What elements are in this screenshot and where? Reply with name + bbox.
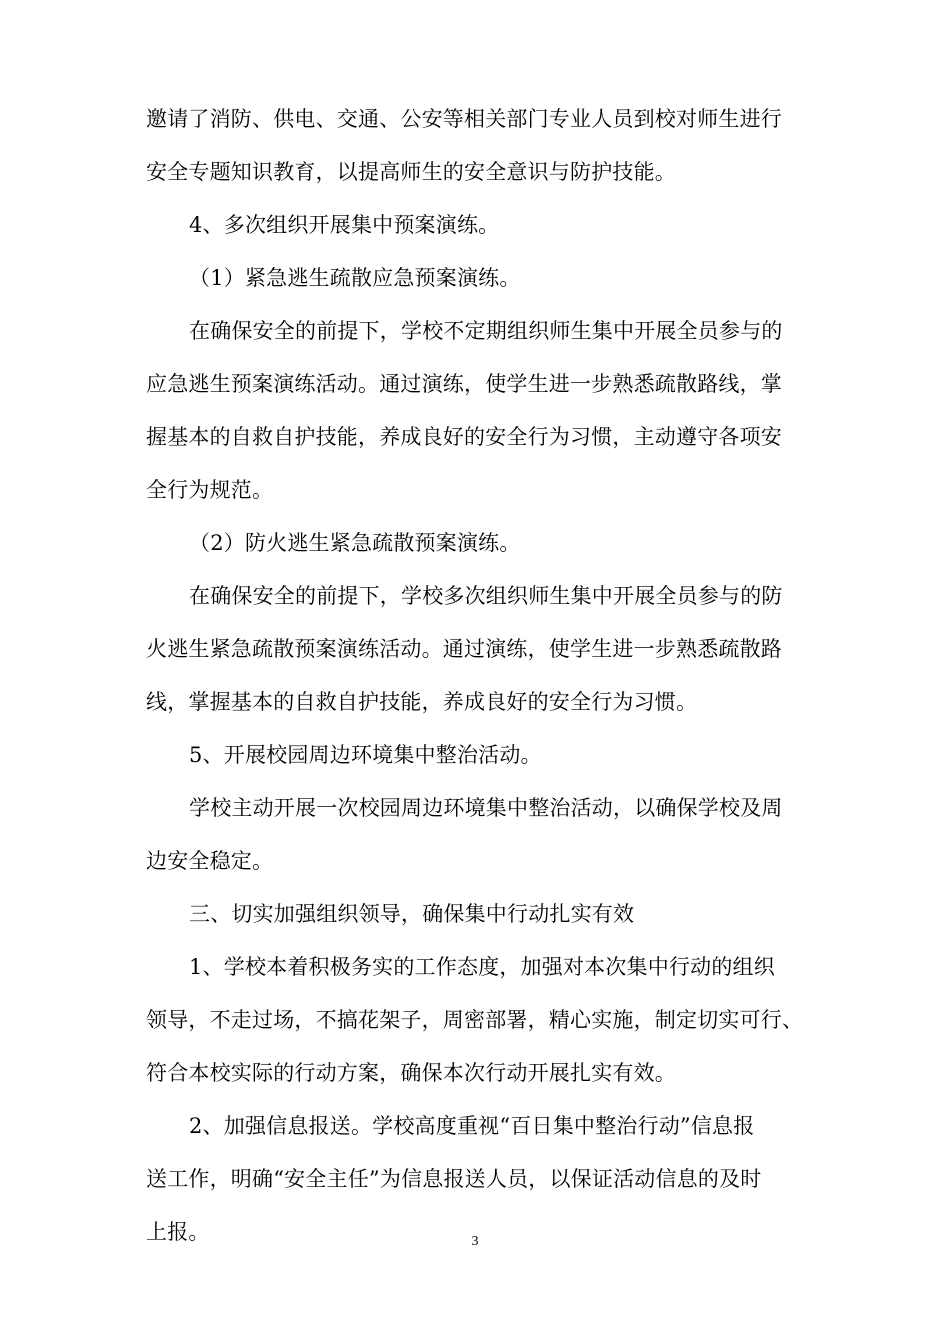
body-text-line: 领导，不走过场，不搞花架子，周密部署，精心实施，制定切实可行、: [146, 1008, 804, 1032]
body-text-line: 送工作，明确“安全主任”为信息报送人员，以保证活动信息的及时: [146, 1167, 762, 1191]
body-text-line: 火逃生紧急疏散预案演练活动。通过演练，使学生进一步熟悉疏散路: [146, 637, 782, 661]
subsection-heading: （2）防火逃生紧急疏散预案演练。: [189, 531, 521, 555]
section-heading: 三、切实加强组织领导，确保集中行动扎实有效: [189, 902, 635, 926]
page-number: 3: [471, 1234, 479, 1249]
body-text-line: 安全专题知识教育，以提高师生的安全意识与防护技能。: [146, 160, 676, 184]
body-text-line: 2、加强信息报送。学校高度重视“百日集中整治行动”信息报: [189, 1114, 755, 1138]
body-text-line: 在确保安全的前提下，学校多次组织师生集中开展全员参与的防: [189, 584, 783, 608]
body-text-line: 1、学校本着积极务实的工作态度，加强对本次集中行动的组织: [189, 955, 775, 979]
subsection-heading: （1）紧急逃生疏散应急预案演练。: [189, 266, 521, 290]
body-text-line: 握基本的自救自护技能，养成良好的安全行为习惯，主动遵守各项安: [146, 425, 782, 449]
body-text-line: 全行为规范。: [146, 478, 274, 502]
body-text-line: 在确保安全的前提下，学校不定期组织师生集中开展全员参与的: [189, 319, 783, 343]
body-text-line: 符合本校实际的行动方案，确保本次行动开展扎实有效。: [146, 1061, 676, 1085]
body-text-line: 学校主动开展一次校园周边环境集中整治活动，以确保学校及周: [189, 796, 783, 820]
body-text-line: 线，掌握基本的自救自护技能，养成良好的安全行为习惯。: [146, 690, 698, 714]
body-text-line: 上报。: [146, 1220, 210, 1244]
section-heading: 4、多次组织开展集中预案演练。: [189, 213, 500, 237]
body-text-line: 应急逃生预案演练活动。通过演练，使学生进一步熟悉疏散路线，掌: [146, 372, 782, 396]
section-heading: 5、开展校园周边环境集中整治活动。: [189, 743, 542, 767]
body-text-line: 边安全稳定。: [146, 849, 274, 873]
body-text-line: 邀请了消防、供电、交通、公安等相关部门专业人员到校对师生进行: [146, 107, 782, 131]
